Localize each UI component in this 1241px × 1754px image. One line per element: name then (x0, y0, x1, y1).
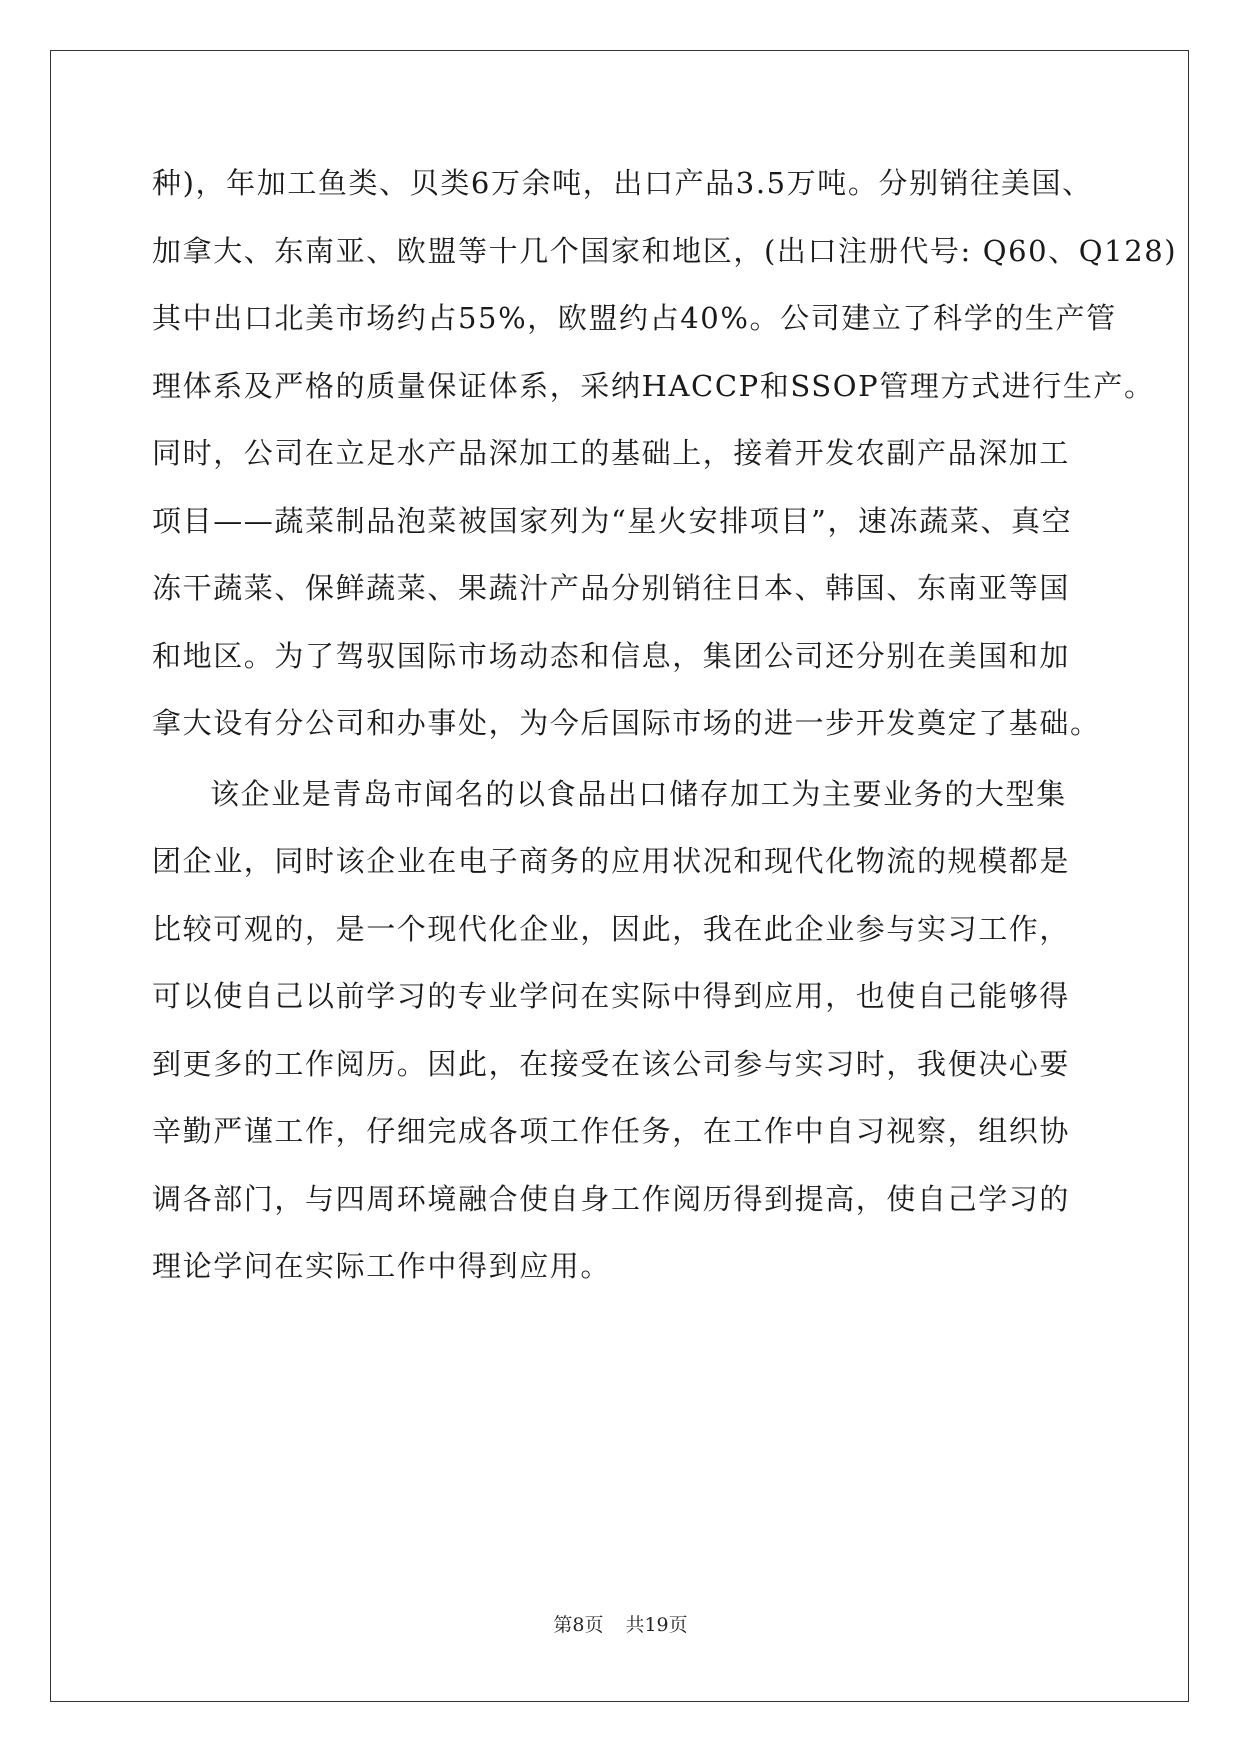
text-line: 理论学问在实际工作中得到应用。 (152, 1249, 612, 1283)
document-body (152, 163, 1178, 1314)
current-page-number: 第8页 (553, 1614, 604, 1636)
text-line: 理体系及严格的质量保证体系，采纳HACCP和SSOP管理方式进行生产。 (152, 368, 1155, 403)
text-line: 比较可观的，是一个现代化企业，因此，我在此企业参与实习工作， (152, 911, 1071, 946)
text-line: 和地区。为了驾驭国际市场动态和信息，集团公司还分别在美国和加 (152, 638, 1071, 673)
text-line: 到更多的工作阅历。因此，在接受在该公司参与实习时，我便决心要 (152, 1046, 1071, 1081)
text-line: 拿大设有分公司和办事处，为今后国际市场的进一步开发奠定了基础。 (152, 706, 1101, 740)
text-line: 辛勤严谨工作，仔细完成各项工作任务，在工作中自习视察，组织协 (152, 1114, 1071, 1148)
text-line: 调各部门，与四周环境融合使自身工作阅历得到提高，使自己学习的 (152, 1181, 1071, 1216)
page-footer (0, 1613, 1241, 1637)
text-line: 加拿大、东南亚、欧盟等十几个国家和地区，(出口注册代号: Q60、Q128) (152, 233, 1178, 268)
total-page-count: 共19页 (625, 1614, 688, 1636)
text-line: 冻干蔬菜、保鲜蔬菜、果蔬汁产品分别销往日本、韩国、东南亚等国 (152, 571, 1071, 605)
text-line: 团企业，同时该企业在电子商务的应用状况和现代化物流的规模都是 (152, 844, 1071, 878)
text-line: 同时，公司在立足水产品深加工的基础上，接着开发农副产品深加工 (152, 436, 1071, 470)
text-line: 种)，年加工鱼类、贝类6万余吨，出口产品3.5万吨。分别销往美国、 (152, 166, 1093, 200)
text-line: 可以使自己以前学习的专业学问在实际中得到应用，也使自己能够得 (152, 979, 1071, 1013)
text-line: 项目——蔬菜制品泡菜被国家列为“星火安排项目”，速冻蔬菜、真空 (152, 503, 1073, 538)
paragraph-start-line: 该企业是青岛市闻名的以食品出口储存加工为主要业务的大型集 (210, 776, 1067, 811)
text-line: 其中出口北美市场约占55%，欧盟约占40%。公司建立了科学的生产管 (152, 301, 1117, 335)
